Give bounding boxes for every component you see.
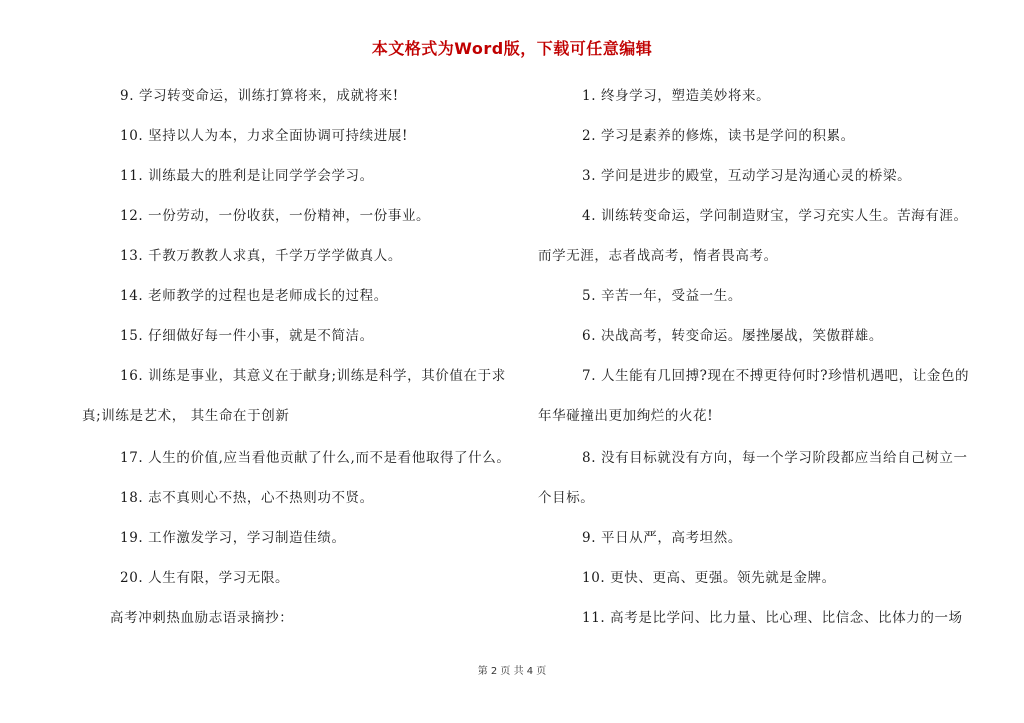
left-line-7: 15. 仔细做好每一件小事，就是不简洁。	[120, 328, 374, 344]
right-line-3: 3. 学问是进步的殿堂，互动学习是沟通心灵的桥梁。	[582, 168, 912, 184]
right-line-6: 5. 辛苦一年，受益一生。	[582, 288, 742, 304]
document-banner: 本文格式为Word版，下载可任意编辑	[371, 39, 653, 58]
left-line-2: 10. 坚持以人为本，力求全面协调可持续进展!	[120, 128, 408, 144]
left-line-9: 真;训练是艺术， 其生命在于创新	[82, 408, 290, 424]
right-line-7: 6. 决战高考，转变命运。屡挫屡战，笑傲群雄。	[582, 328, 883, 344]
right-line-5: 而学无涯，志者战高考，惰者畏高考。	[538, 248, 778, 264]
right-line-10: 8. 没有目标就没有方向，每一个学习阶段都应当给自己树立一	[582, 450, 968, 466]
left-line-4: 12. 一份劳动，一份收获，一份精神，一份事业。	[120, 208, 431, 224]
right-line-14: 11. 高考是比学问、比力量、比心理、比信念、比体力的一场	[582, 610, 963, 626]
left-line-6: 14. 老师教学的过程也是老师成长的过程。	[120, 288, 388, 304]
left-line-11: 18. 志不真则心不热，心不热则功不贤。	[120, 490, 374, 506]
left-line-3: 11. 训练最大的胜利是让同学学会学习。	[120, 168, 374, 184]
right-line-1: 1. 终身学习，塑造美妙将来。	[582, 88, 771, 104]
right-line-12: 9. 平日从严，高考坦然。	[582, 530, 742, 546]
left-line-14: 高考冲刺热血励志语录摘抄：	[110, 610, 294, 626]
left-line-8: 16. 训练是事业，其意义在于献身;训练是科学，其价值在于求	[120, 368, 506, 384]
left-line-12: 19. 工作激发学习，学习制造佳绩。	[120, 530, 346, 546]
right-line-11: 个目标。	[538, 490, 595, 506]
left-line-1: 9. 学习转变命运，训练打算将来，成就将来!	[120, 88, 399, 104]
right-line-8: 7. 人生能有几回搏?现在不搏更待何时?珍惜机遇吧，让金色的	[582, 368, 970, 384]
right-line-9: 年华碰撞出更加绚烂的火花!	[538, 408, 714, 424]
page-number: 第 2 页 共 4 页	[477, 666, 547, 677]
right-line-4: 4. 训练转变命运，学问制造财宝，学习充实人生。苦海有涯。	[582, 208, 968, 224]
left-line-13: 20. 人生有限，学习无限。	[120, 570, 290, 586]
left-line-5: 13. 千教万教教人求真，千学万学学做真人。	[120, 248, 402, 264]
left-line-10: 17. 人生的价值,应当看他贡献了什么,而不是看他取得了什么。	[120, 450, 511, 466]
right-line-2: 2. 学习是素养的修炼，读书是学问的积累。	[582, 128, 855, 144]
right-line-13: 10. 更快、更高、更强。领先就是金牌。	[582, 570, 836, 586]
